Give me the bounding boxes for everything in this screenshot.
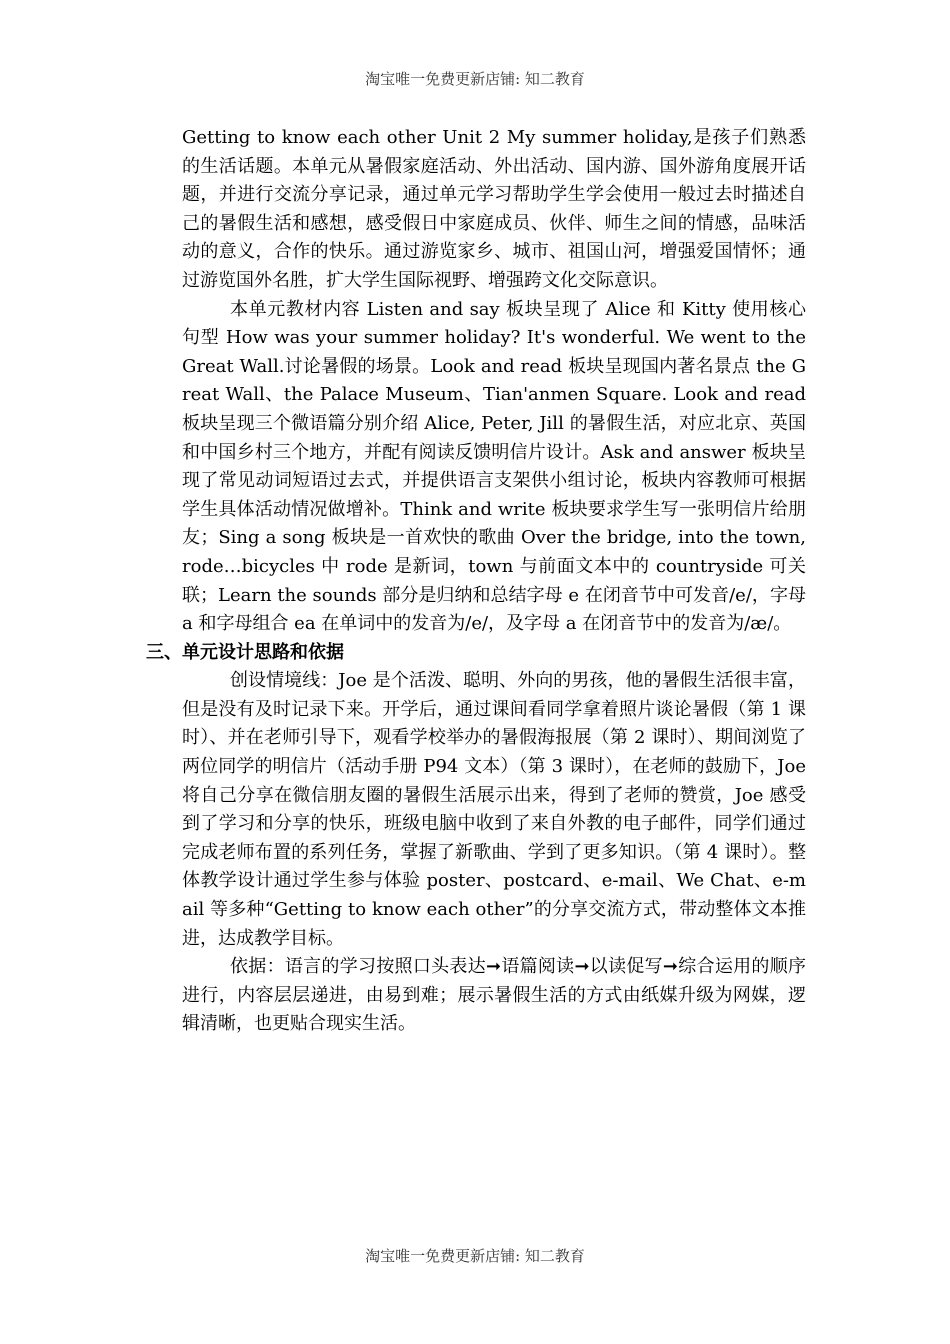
document-body (0, 124, 950, 1039)
paragraph-scenario: 创设情境线：Joe 是个活泼、聪明、外向的男孩，他的暑假生活很丰富，但是没有及时记录下来。开学后，通过课间看同学拿着照片谈论暑假（第 1 课时）、并在老师引导下，观看学校举办的暑假海报展（第 2 课时）、期间浏览了两位同学的明信片（活动手册 P94 文本）（第 3 课时），在老师的鼓励下，Joe 将自己分享在微信朋友圈的暑假生活展示出来，得到了老师的赞赏，Joe 感受到了学习和分享的快乐，班级电脑中收到了来自外教的电子邮件，同学们通过完成老师布置的系列任务，掌握了新歌曲、学到了更多知识。（第 4 课时）。整体教学设计通过学生参与体验 poster、postcard、e-mail、We Chat、e-mail 等多种“Getting to know each other”的分享交流方式，带动整体文本推进，达成教学目标。 (182, 670, 806, 949)
page-footer: 淘宝唯一免费更新店铺: 知二教育 (365, 1247, 585, 1265)
section-heading: 三、单元设计思路和依据 (146, 641, 344, 663)
paragraph-content: 本单元教材内容 Listen and say 板块呈现了 Alice 和 Kitty 使用核心句型 How was your summer holiday? It's wonderful. We went to the Great Wall.讨论暑假的场景。Look and read 板块呈现国内著名景点 the Great Wall、the Palace Museum、Tian'anmen Square. Look and read 板块呈现三个微语篇分别介绍 Alice, Peter, Jill 的暑假生活，对应北京、英国和中国乡村三个地方，并配有阅读反馈明信片设计。Ask and answer 板块呈现了常见动词短语过去式，并提供语言支架供小组讨论，板块内容教师可根据学生具体活动情况做增补。Think and write 板块要求学生写一张明信片给朋友；Sing a song 板块是一首欢快的歌曲 Over the bridge, into the town, rode…bicycles 中 rode 是新词，town 与前面文本中的 countryside 可关联；Learn the sounds 部分是归纳和总结字母 e 在闭音节中可发音/e/，字母 a 和字母组合 ea 在单词中的发音为/e/，及字母 a 在闭音节中的发音为/æ/。 (182, 298, 806, 635)
page-header: 淘宝唯一免费更新店铺: 知二教育 (365, 70, 585, 88)
paragraph-basis: 依据：语言的学习按照口头表达➞语篇阅读➞以读促写➞综合运用的顺序进行，内容层层递进，由易到难；展示暑假生活的方式由纸媒升级为网媒，逻辑清晰，也更贴合现实生活。 (182, 956, 806, 1035)
paragraph-intro: Getting to know each other Unit 2 My summer holiday,是孩子们熟悉的生活话题。本单元从暑假家庭活动、外出活动、国内游、国外游角度展开话题，并进行交流分享记录，通过单元学习帮助学生学会使用一般过去时描述自己的暑假生活和感想，感受假日中家庭成员、伙伴、师生之间的情感，品味活动的意义，合作的快乐。通过游览家乡、城市、祖国山河，增强爱国情怀；通过游览国外名胜，扩大学生国际视野、增强跨文化交际意识。 (182, 127, 806, 291)
